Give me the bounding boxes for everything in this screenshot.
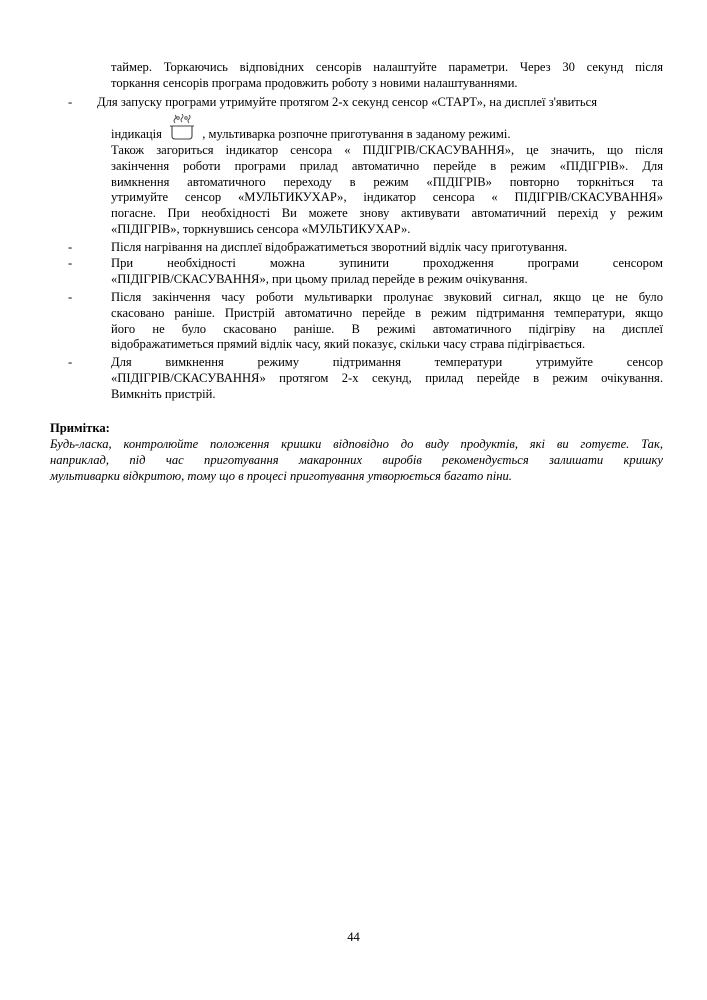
indicator-paragraph <box>111 143 663 238</box>
text-line: Будь-ласка, контролюйте положення кришки відповідно до виду продуктів, які ви готуєте. Так, <box>50 437 663 451</box>
indication-label: індикація <box>111 127 162 141</box>
list-item <box>111 240 663 256</box>
text-line: Після закінчення часу роботи мультиварки пролунає звуковий сигнал, якщо це не було <box>111 290 663 304</box>
list-bullet: - <box>68 355 73 369</box>
text-line: «ПІДІГРІВ/СКАСУВАННЯ» протягом 2-х секунд, прилад перейде в режим очікування. <box>111 370 663 385</box>
list-bullet: - <box>68 240 73 254</box>
text-line: торкання сенсорів програма продовжить роботу з новими налаштуваннями. <box>111 75 518 90</box>
cooking-pot-steam-icon <box>167 114 197 140</box>
list-item <box>111 290 663 353</box>
text-line: наприклад, під час приготування макаронних виробів рекомендується залишати кришку <box>50 452 663 467</box>
text-line: Після нагрівання на дисплеї відображатиметься зворотний відлік часу приготування. <box>111 240 568 254</box>
note-title: Примітка: <box>50 421 110 435</box>
text-line: відображатиметься прямий відлік часу, який показує, скільки часу страва підігрівається. <box>111 337 586 352</box>
text-line: утримуйте сенсор «МУЛЬТИКУХАР», індикатор сенсора « ПІДІГРІВ/СКАСУВАННЯ» <box>111 190 663 205</box>
text-line: закінчення роботи програми прилад автоматично перейде в режим «ПІДІГРІВ». Для <box>111 158 663 173</box>
page-number: 44 <box>347 930 360 944</box>
indication-description: , мультиварка розпочне приготування в заданому режимі. <box>202 127 511 141</box>
text-line: Для вимкнення режиму підтримання температури утримуйте сенсор <box>111 355 663 369</box>
intro-paragraph <box>111 60 663 92</box>
text-line: погасне. При необхідності Ви можете знову активувати автоматичний перехід у режим <box>111 206 663 221</box>
list-item <box>111 256 663 288</box>
list-bullet: - <box>68 256 73 270</box>
list-bullet: - <box>68 290 73 304</box>
text-line: скасовано раніше. Пристрій автоматично перейде в режим підтримання температури, якщо <box>111 305 663 320</box>
list-item <box>111 355 663 402</box>
text-line: Вимкніть пристрій. <box>111 386 216 401</box>
text-line: «ПІДІГРІВ/СКАСУВАННЯ», при цьому прилад перейде в режим очікування. <box>111 271 528 286</box>
text-line: Також загориться індикатор сенсора « ПІДІГРІВ/СКАСУВАННЯ», це значить, що після <box>111 143 663 157</box>
text-line: мультиварки відкритою, тому що в процесі приготування утворюється багато піни. <box>50 468 512 483</box>
text-line: вимкнення автоматичного переходу в режим «ПІДІГРІВ» повторно торкніться та <box>111 174 663 189</box>
note-paragraph <box>50 437 663 484</box>
text-line: «ПІДІГРІВ», торкнувшись сенсора «МУЛЬТИКУХАР». <box>111 221 411 236</box>
list-bullet: - <box>68 95 73 109</box>
text-line: При необхідності можна зупинити проходження програми сенсором <box>111 256 663 270</box>
text-line: таймер. Торкаючись відповідних сенсорів налаштуйте параметри. Через 30 секунд після <box>111 60 663 74</box>
start-instruction-line: Для запуску програми утримуйте протягом 2-х секунд сенсор «СТАРТ», на дисплеї з'явиться <box>97 95 598 109</box>
text-line: його не було скасовано раніше. В режимі автоматичного підігріву на дисплеї <box>111 321 663 336</box>
